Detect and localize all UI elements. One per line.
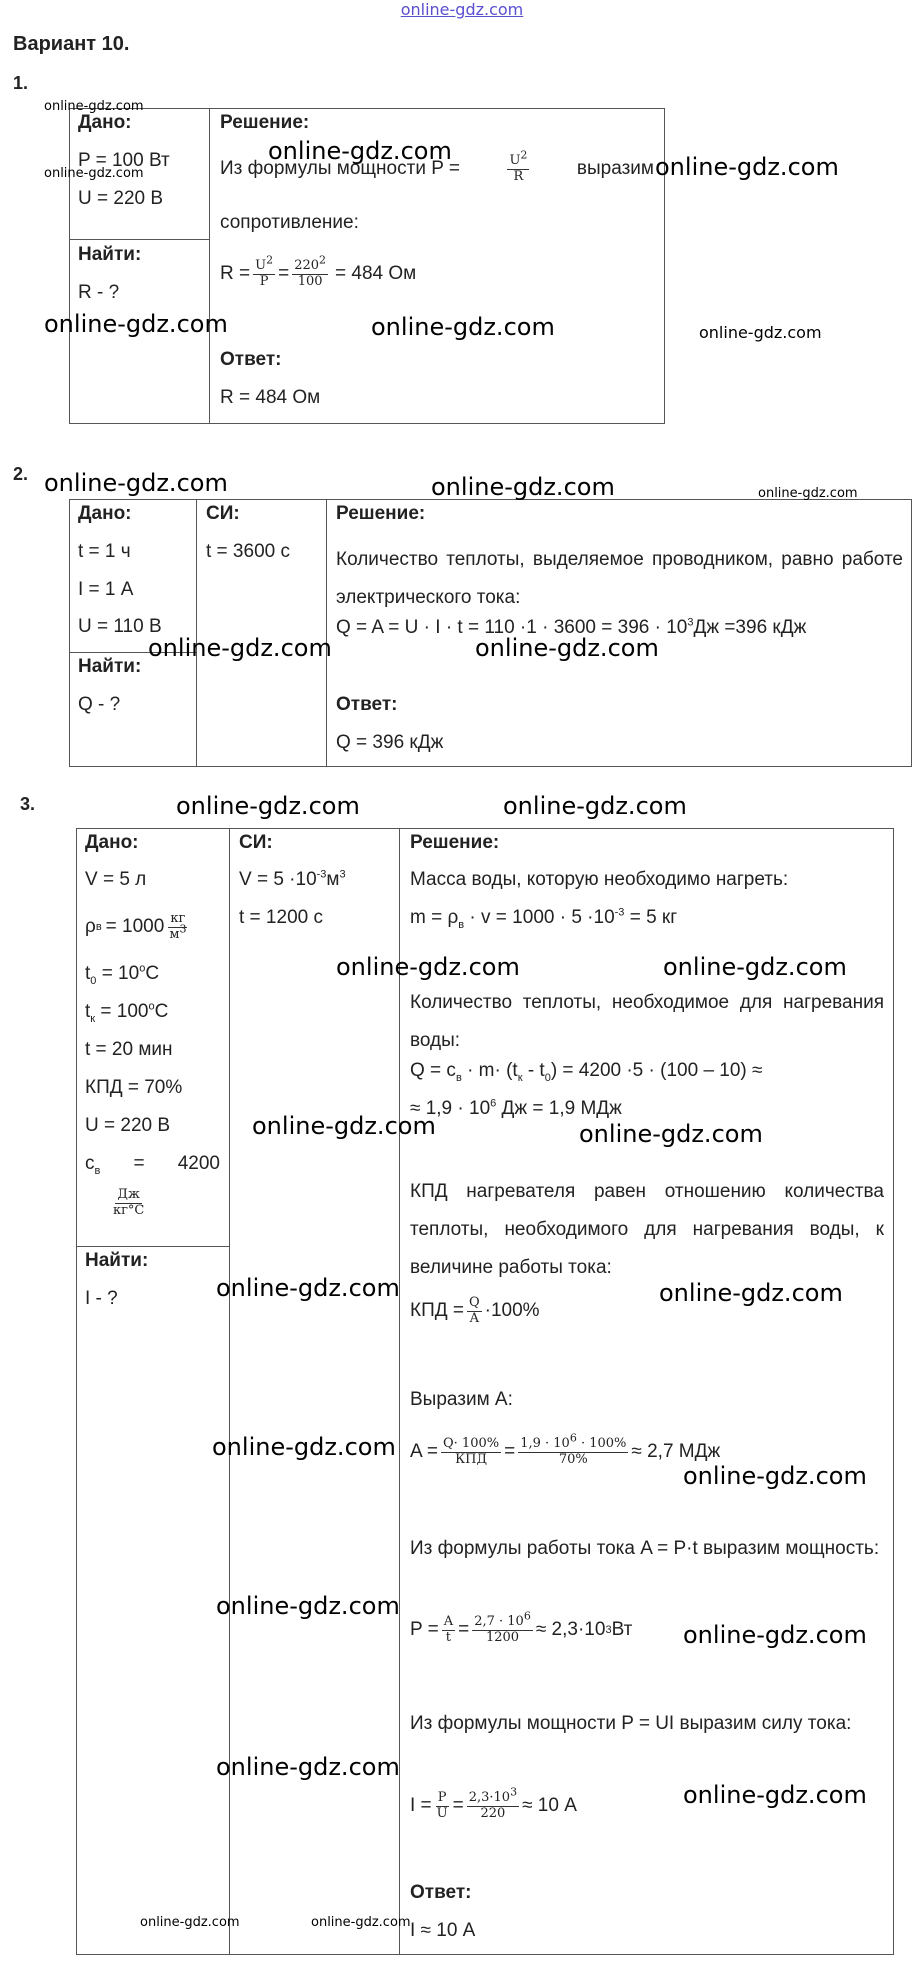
problem-1-number: 1.	[13, 73, 29, 93]
variant-title: Вариант 10.	[13, 33, 130, 55]
p3-solution-text: КПД нагревателя равен отношению количества теплоты, необходимого для нагревания воды, к величине работы тока:	[410, 1181, 884, 1278]
p2-si-item: t = 3600 с	[206, 541, 290, 562]
p2-given-item: t = 1 ч	[78, 541, 131, 562]
p2-solution-label: Решение:	[336, 503, 426, 524]
p3-mass-calc: $m = \rho_в \cdot v = 1000 \cdot 5 \cdot 10^{-3} = 5$ кг	[410, 906, 678, 931]
watermark: online-gdz.com	[655, 153, 839, 181]
p2-answer-label: Ответ:	[336, 694, 398, 715]
p3-given-time: t = 20 мин	[85, 1039, 173, 1060]
p3-power-calc: P = $\frac{A}{t}$ = $\frac{2,7 \cdot 10^6}{1200}$ ≈ 2,3·10 3 Вт	[410, 1609, 633, 1645]
p2-solution-text: Количество теплоты, выделяемое проводником, равно работе электрического тока:	[336, 549, 903, 608]
p3-given-heat-capacity: $c_в$ = 4200	[85, 1153, 220, 1177]
p3-given-efficiency: КПД = 70%	[85, 1077, 183, 1098]
watermark: online-gdz.com	[699, 323, 822, 342]
p2-find-value: Q - ?	[78, 694, 121, 715]
p3-find-label: Найти:	[85, 1250, 149, 1271]
p3-solution-label: Решение:	[410, 832, 500, 853]
watermark: online-gdz.com	[44, 310, 228, 338]
p3-given-heat-capacity-unit: $\frac{Дж}{кг^\circ C}$	[113, 1187, 145, 1218]
watermark: online-gdz.com	[683, 1462, 867, 1490]
watermark: online-gdz.com	[44, 166, 144, 181]
watermark: online-gdz.com	[503, 792, 687, 820]
watermark: online-gdz.com	[683, 1621, 867, 1649]
p1-given-item: U = 220 В	[78, 188, 164, 209]
p3-given-density: ρ в = 1000 $\frac{кг}{м^3}$	[85, 910, 187, 942]
watermark: online-gdz.com	[431, 473, 615, 501]
p2-given-item: I = 1 А	[78, 579, 134, 600]
p1-solution-formula-line: Из формулы мощности P = $\frac{U^2}{R}$ выразим	[220, 148, 654, 184]
p1-solution-text: сопротивление:	[220, 212, 359, 233]
p3-si-time: t = 1200 с	[239, 907, 323, 928]
p3-si-label: СИ:	[239, 832, 273, 853]
p3-efficiency-formula: КПД = $\frac{Q}{A}$ ·100%	[410, 1294, 540, 1326]
p2-given-item: U = 110 В	[78, 616, 162, 637]
p3-answer-value: I ≈ 10 А	[410, 1920, 476, 1941]
watermark: online-gdz.com	[371, 313, 555, 341]
p3-solution-text: Из формулы работы тока A = P·t выразим мощность:	[410, 1538, 880, 1559]
p1-given-item: P = 100 Вт	[78, 150, 170, 171]
p3-solution-text: Выразим А:	[410, 1389, 513, 1410]
p3-solution-text: Из формулы мощности P = UI выразим силу тока:	[410, 1713, 852, 1734]
p3-si-volume: $V = 5 \cdot 10^{-3}м^3$	[239, 868, 346, 890]
p3-given-t0: $t_0 = 10^oC$	[85, 962, 160, 987]
p3-given-volume: V = 5 л	[85, 869, 147, 890]
watermark: online-gdz.com	[683, 1781, 867, 1809]
watermark: online-gdz.com	[216, 1274, 400, 1302]
p2-find-label: Найти:	[78, 656, 142, 677]
p3-answer-label: Ответ:	[410, 1882, 472, 1903]
p3-given-voltage: U = 220 В	[85, 1115, 171, 1136]
p1-answer-value: R = 484 Ом	[220, 387, 321, 408]
p3-solution-text: Масса воды, которую необходимо нагреть:	[410, 869, 789, 890]
p2-calculation: $Q = A = U \cdot I \cdot t = 110 \cdot 1 \cdot 3600 = 396 \cdot 10^3Дж =396$ кДж	[336, 616, 807, 638]
p1-calculation: R = $\frac{U^2}{P}$ = $\frac{220^2}{100}$ = 484 Ом	[220, 253, 417, 289]
p1-find-value: R - ?	[78, 282, 120, 303]
watermark: online-gdz.com	[148, 634, 332, 662]
p3-heat-result: ≈ $1,9 \cdot 10^6$ Дж = 1,9 МДж	[410, 1097, 622, 1119]
watermark: online-gdz.com	[44, 99, 144, 114]
p1-answer-label: Ответ:	[220, 349, 282, 370]
problem-3-number: 3.	[20, 794, 36, 814]
p3-given-label: Дано:	[85, 832, 139, 853]
watermark: online-gdz.com	[216, 1753, 400, 1781]
watermark: online-gdz.com	[579, 1120, 763, 1148]
watermark: online-gdz.com	[216, 1592, 400, 1620]
watermark: online-gdz.com	[663, 953, 847, 981]
watermark: online-gdz.com	[659, 1279, 843, 1307]
watermark: online-gdz.com	[212, 1433, 396, 1461]
p1-power-fraction: $\frac{U^2}{R}$	[509, 148, 528, 184]
p1-given-label: Дано:	[78, 112, 132, 133]
p1-find-label: Найти:	[78, 244, 142, 265]
watermark: online-gdz.com	[475, 634, 659, 662]
watermark: online-gdz.com	[176, 792, 360, 820]
problem-2-number: 2.	[13, 464, 29, 484]
watermark: online-gdz.com	[252, 1112, 436, 1140]
site-header-link[interactable]: online-gdz.com	[400, 0, 524, 19]
watermark: online-gdz.com	[268, 137, 452, 165]
watermark: online-gdz.com	[44, 469, 228, 497]
watermark: online-gdz.com	[758, 486, 858, 501]
p3-solution-text: Количество теплоты, необходимое для нагревания воды:	[410, 992, 884, 1051]
p2-si-label: СИ:	[206, 503, 240, 524]
p3-current-calc: I = $\frac{P}{U}$ = $\frac{2,3\cdot 10^3}{220}$ ≈ 10 А	[410, 1785, 577, 1821]
watermark: online-gdz.com	[140, 1915, 240, 1930]
p3-work-calc: A = $\frac{Q\cdot 100\%}{\text{КПД}}$ = $\frac{1,9 \cdot 10^6 \cdot 100\%}{70\%}$ ≈ 2,7 МДж	[410, 1431, 721, 1467]
p1-solution-label: Решение:	[220, 112, 310, 133]
p3-given-tk: $t_к = 100^oC$	[85, 1000, 169, 1025]
p3-heat-calc: $Q = c_в \cdot m\cdot (t_к - t_0) = 4200 \cdot 5 \cdot (100 - 10)$ ≈	[410, 1060, 763, 1084]
watermark: online-gdz.com	[336, 953, 520, 981]
p3-find-value: I - ?	[85, 1288, 118, 1309]
p2-answer-value: Q = 396 кДж	[336, 732, 444, 753]
p2-given-label: Дано:	[78, 503, 132, 524]
watermark: online-gdz.com	[311, 1915, 411, 1930]
